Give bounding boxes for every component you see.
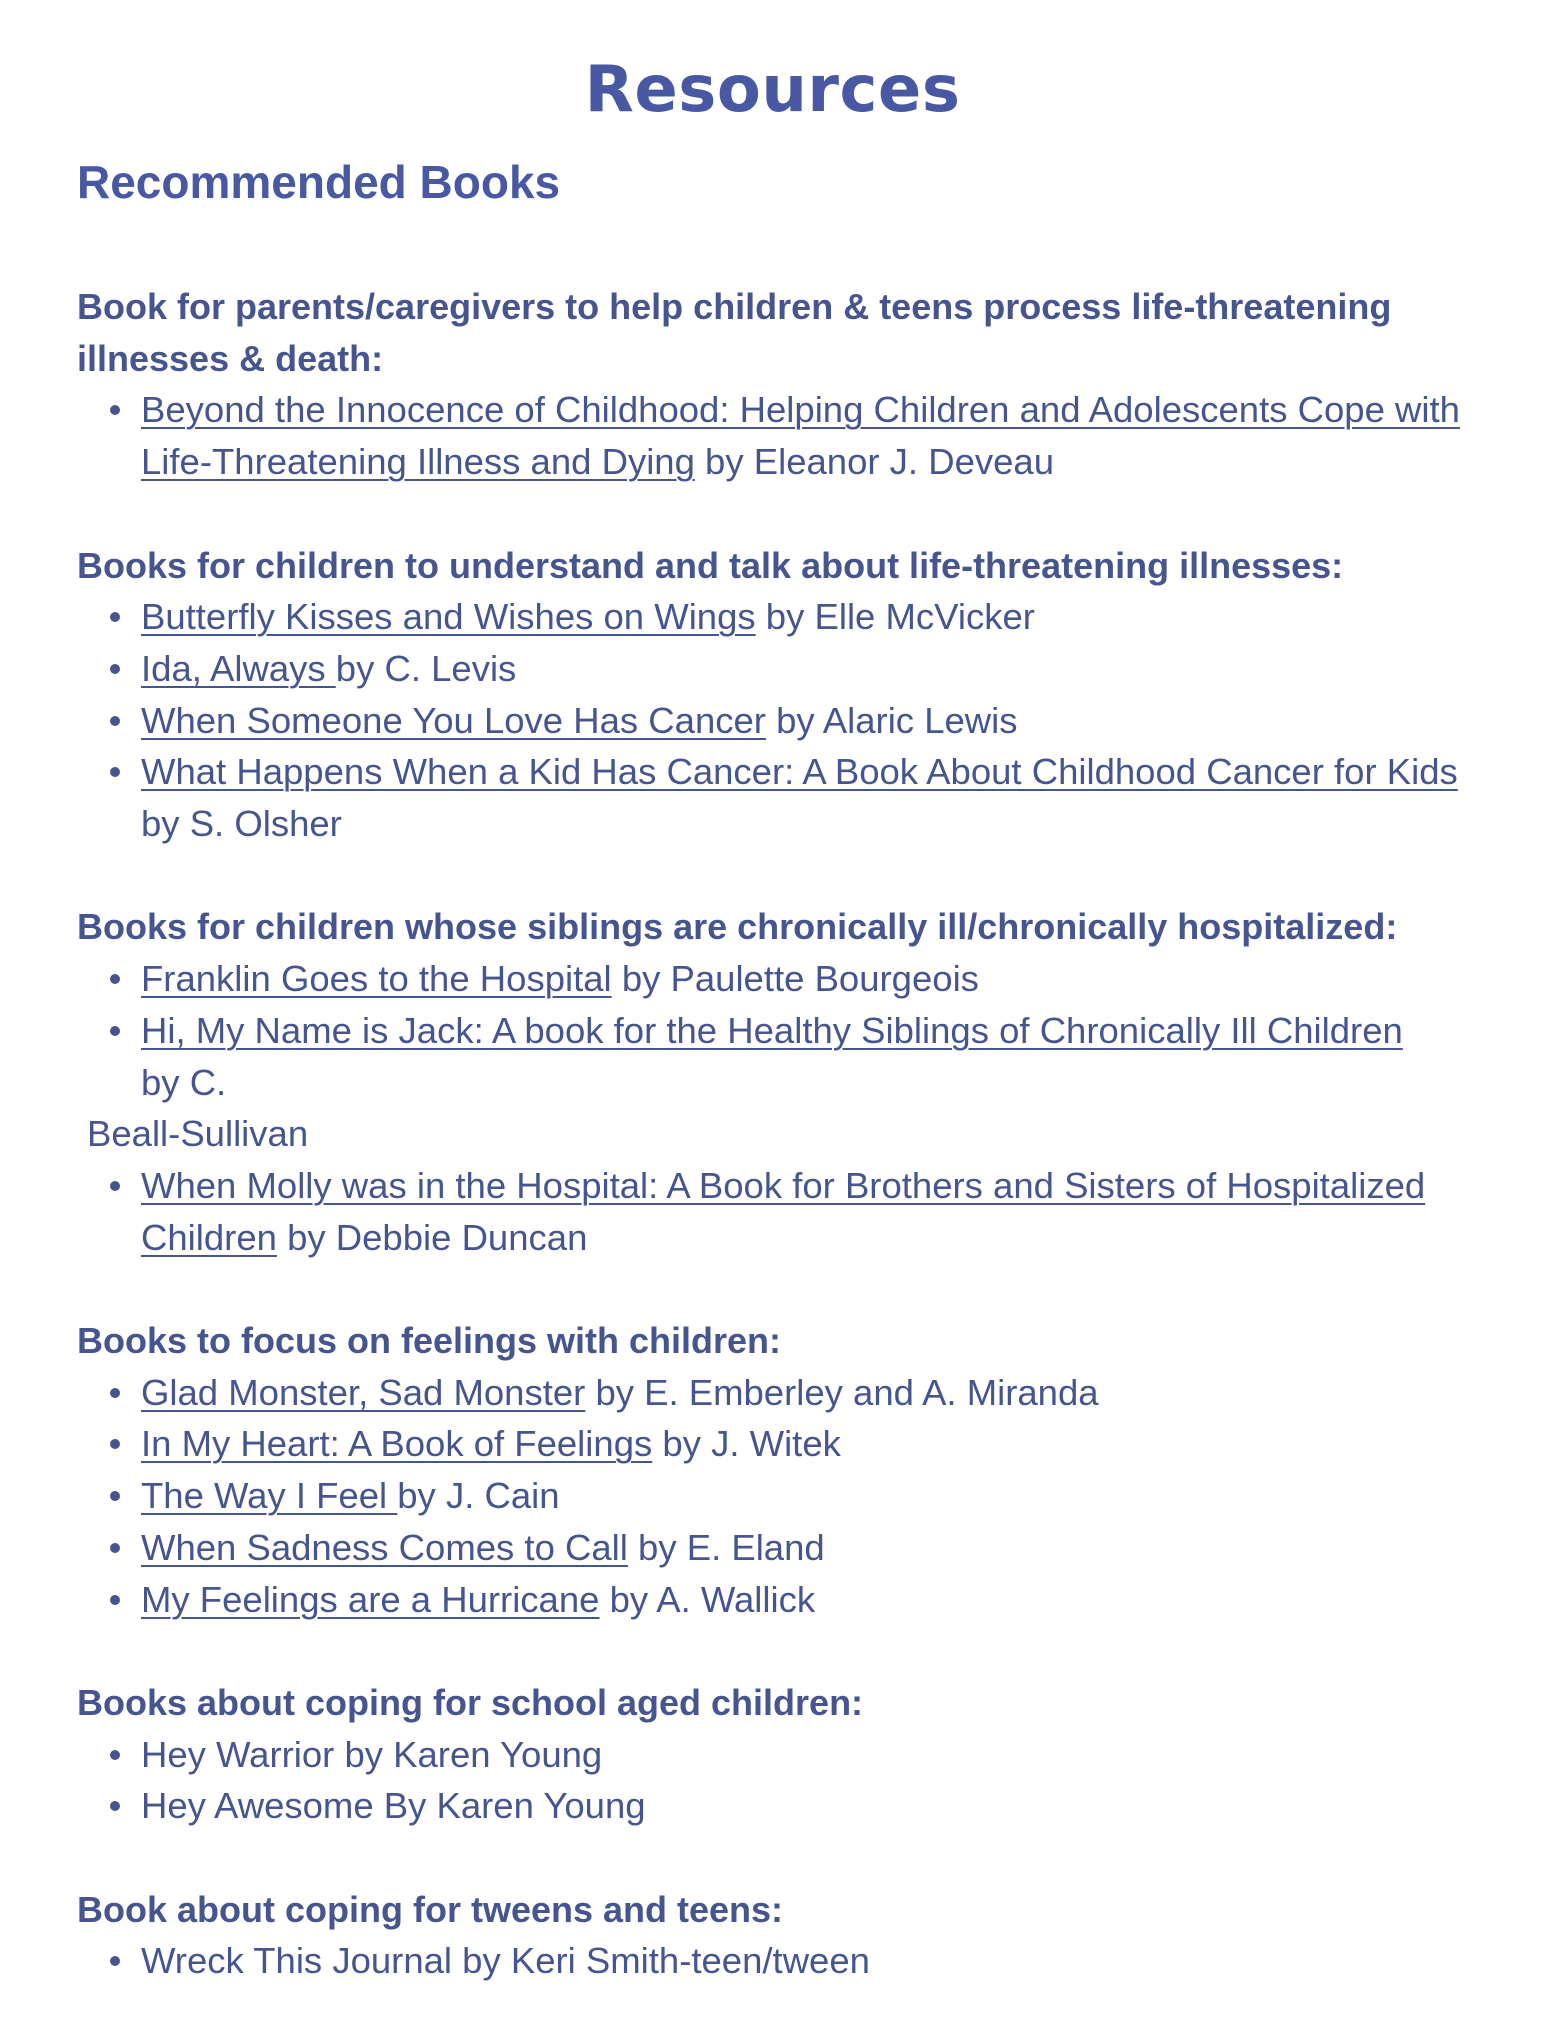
bullet-icon bbox=[110, 1956, 120, 1966]
list-item bbox=[77, 1935, 1497, 1987]
book-link[interactable]: When Sadness Comes to Call bbox=[141, 1526, 628, 1568]
book-link[interactable]: When Molly was in the Hospital: A Book for Brothers and Sisters of Hospitalized Children bbox=[141, 1164, 1426, 1258]
section-title-recommended-books: Recommended Books bbox=[77, 156, 561, 208]
book-link[interactable]: Hi, My Name is Jack: A book for the Healthy Siblings of Chronically Ill Children bbox=[141, 1009, 1403, 1051]
list-item bbox=[77, 1780, 1497, 1832]
book-link[interactable]: Glad Monster, Sad Monster bbox=[141, 1371, 586, 1413]
author-continuation: Beall-Sullivan bbox=[87, 1113, 309, 1155]
book-link[interactable]: When Someone You Love Has Cancer bbox=[141, 699, 766, 741]
bullet-icon bbox=[110, 1801, 120, 1811]
section-parents-caregivers bbox=[77, 281, 1497, 488]
list-item bbox=[77, 1522, 1497, 1574]
list-item bbox=[77, 1367, 1497, 1419]
section-heading: Book for parents/caregivers to help children & teens process life-threatening illnesses & death: bbox=[77, 286, 1392, 379]
book-author: by C. Levis bbox=[335, 647, 517, 689]
book-list-content bbox=[77, 281, 1497, 2039]
bullet-icon bbox=[110, 1491, 120, 1501]
list-item bbox=[77, 1470, 1497, 1522]
book-link[interactable]: Beyond the Innocence of Childhood: Helping Children and Adolescents Cope with Life-Threatening Illness and Dying bbox=[141, 389, 1460, 483]
list-item bbox=[77, 1005, 1497, 1108]
book-author: by Debbie Duncan bbox=[276, 1216, 588, 1258]
list-item bbox=[77, 1418, 1497, 1470]
book-author: by Eleanor J. Deveau bbox=[694, 441, 1055, 483]
book-link[interactable]: Ida, Always bbox=[141, 647, 336, 689]
section-heading: Books for children whose siblings are chronically ill/chronically hospitalized: bbox=[77, 906, 1398, 948]
bullet-icon bbox=[110, 612, 120, 622]
bullet-icon bbox=[110, 974, 120, 984]
section-siblings bbox=[77, 901, 1497, 1263]
bullet-icon bbox=[110, 664, 120, 674]
book-author: by Elle McVicker bbox=[755, 596, 1035, 638]
list-item bbox=[77, 695, 1497, 747]
section-heading: Books about coping for school aged children: bbox=[77, 1681, 864, 1723]
section-heading: Books for children to understand and talk about life-threatening illnesses: bbox=[77, 544, 1344, 586]
book-author: by Paulette Bourgeois bbox=[611, 958, 979, 1000]
book-link[interactable]: Butterfly Kisses and Wishes on Wings bbox=[141, 596, 756, 638]
book-list bbox=[77, 1160, 1497, 1263]
section-heading: Books to focus on feelings with children: bbox=[77, 1320, 782, 1362]
bullet-icon bbox=[110, 1181, 120, 1191]
list-item bbox=[77, 384, 1497, 487]
book-link[interactable]: The Way I Feel bbox=[141, 1475, 398, 1517]
bullet-icon bbox=[110, 716, 120, 726]
bullet-icon bbox=[110, 1388, 120, 1398]
book-list bbox=[77, 384, 1497, 487]
book-author: by A. Wallick bbox=[599, 1578, 816, 1620]
list-item bbox=[77, 643, 1497, 695]
list-item bbox=[77, 1729, 1497, 1781]
book-list bbox=[77, 1367, 1497, 1626]
book-list bbox=[77, 1935, 1497, 1987]
bullet-icon bbox=[110, 405, 120, 415]
book-author: by C. bbox=[141, 1061, 227, 1103]
bullet-icon bbox=[110, 1439, 120, 1449]
page-title: Resources bbox=[584, 53, 961, 127]
book-entry: Hey Awesome By Karen Young bbox=[141, 1785, 646, 1827]
book-link[interactable]: What Happens When a Kid Has Cancer: A Book About Childhood Cancer for Kids bbox=[141, 751, 1458, 793]
book-author: by J. Cain bbox=[397, 1475, 560, 1517]
book-entry: Wreck This Journal by Keri Smith-teen/tween bbox=[141, 1940, 870, 1982]
list-item bbox=[77, 1574, 1497, 1626]
list-item bbox=[77, 591, 1497, 643]
bullet-icon bbox=[110, 1543, 120, 1553]
book-link[interactable]: Franklin Goes to the Hospital bbox=[141, 958, 612, 1000]
book-entry: Hey Warrior by Karen Young bbox=[141, 1733, 603, 1775]
section-children-illness bbox=[77, 540, 1497, 850]
book-link[interactable]: My Feelings are a Hurricane bbox=[141, 1578, 600, 1620]
bullet-icon bbox=[110, 1595, 120, 1605]
section-school-aged bbox=[77, 1677, 1497, 1832]
bullet-icon bbox=[110, 1750, 120, 1760]
book-list bbox=[77, 953, 1497, 1108]
bullet-icon bbox=[110, 767, 120, 777]
book-list bbox=[77, 1729, 1497, 1832]
book-author: by E. Eland bbox=[627, 1526, 825, 1568]
book-list bbox=[77, 591, 1497, 850]
section-tweens-teens bbox=[77, 1884, 1497, 1987]
book-author: by E. Emberley and A. Miranda bbox=[585, 1371, 1099, 1413]
list-item bbox=[77, 746, 1497, 849]
book-author: by S. Olsher bbox=[141, 803, 342, 845]
list-item bbox=[77, 1160, 1497, 1263]
bullet-icon bbox=[110, 1026, 120, 1036]
section-heading: Book about coping for tweens and teens: bbox=[77, 1888, 784, 1930]
book-author: by J. Witek bbox=[652, 1423, 841, 1465]
section-feelings bbox=[77, 1315, 1497, 1625]
list-item bbox=[77, 953, 1497, 1005]
book-author: by Alaric Lewis bbox=[765, 699, 1018, 741]
book-link[interactable]: In My Heart: A Book of Feelings bbox=[141, 1423, 653, 1465]
